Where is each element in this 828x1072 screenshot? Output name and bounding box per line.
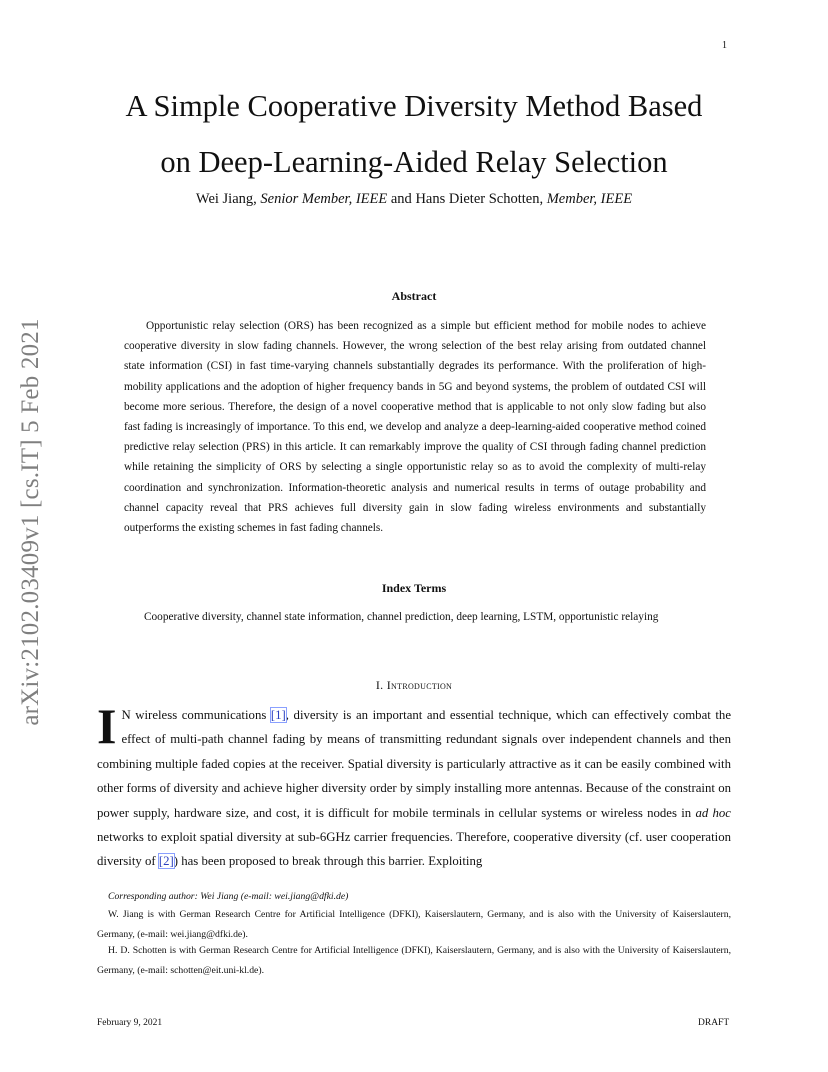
footnote-jiang: W. Jiang is with German Research Centre for Artificial Intelligence (DFKI), Kaiserslautern, Germany, and is also with the University of Kaiserslautern, Germany, (e-mail: wei.jiang@dfki.de). [97,909,731,940]
intro-text-3: networks to exploit spatial diversity at sub-6GHz carrier frequencies. Therefore, cooperative diversity (cf. user cooperation diversity of [97,830,731,869]
author-name-2: Hans Dieter Schotten, [415,191,544,207]
intro-text-4: ) has been proposed to break through this barrier. Exploiting [173,854,483,869]
section-number: I. [375,678,384,692]
author-name-1: Wei Jiang, [195,191,257,207]
index-terms-text: Cooperative diversity, channel state information, channel prediction, deep learning, LSTM, opportunistic relaying [144,611,659,623]
author-and: and [390,191,412,207]
section-heading [60,678,768,693]
intro-paragraph [97,698,731,874]
title-line-1: A Simple Cooperative Diversity Method Based [125,89,703,123]
section-title: Introduction [386,678,453,692]
drop-cap: I [97,698,117,754]
intro-text-2: , diversity is an important and essential technique, which can effectively combat the effect of multi-path channel fading by means of transmitting redundant signals over independent channels and then combining multiple faded copies at the receiver. Spatial diversity is particularly attractive as it can be easily combined with other forms of diversity and achieve higher diversity order by simply installing more antennas. Because of the constraint on power supply, hardware size, and cost, it is difficult for mobile terminals in cellular systems or wireless nodes in [97,708,731,820]
intro-text-1: N wireless communications [121,708,271,722]
intro-italic: ad hoc [695,805,731,820]
footnote-corresponding: Corresponding author: Wei Jiang (e-mail: wei.jiang@dfki.de) [108,891,349,902]
index-terms-heading: Index Terms [381,581,447,595]
footer-draft: DRAFT [698,1018,730,1028]
paper-title [60,78,768,190]
abstract-text: Opportunistic relay selection (ORS) has been recognized as a simple but efficient method for mobile nodes to achieve cooperative diversity in slow fading channels. However, the wrong selection of the best relay arising from outdated channel state information (CSI) in fast time-varying channels substantially degrades its performance. With the proliferation of high-mobility applications and the adoption of higher frequency bands in 5G and beyond systems, the problem of outdated CSI will become more serious. Therefore, the design of a novel cooperative method that is applicable to not only slow fading but also fast fading is increasingly of importance. To this end, we develop and analyze a deep-learning-aided cooperative method coined predictive relay selection (PRS) in this article. It can remarkably improve the quality of CSI through fading channel prediction while retaining the simplicity of ORS by selecting a single opportunistic relay so as to avoid the complexity of multi-relay coordination and synchronization. Information-theoretic analysis and numerical results in terms of outage probability and channel capacity reveal that PRS achieves full diversity gain in slow fading wireless environments and substantially outperforms the existing schemes in fast fading channels. [124,320,706,535]
title-line-2: on Deep-Learning-Aided Relay Selection [160,145,668,179]
citation-link-2[interactable]: [2] [158,854,174,869]
abstract-heading: Abstract [391,289,437,303]
arxiv-stamp-text: arXiv:2102.03409v1 [cs.IT] 5 Feb 2021 [17,318,44,726]
author-role-1: Senior Member, IEEE [260,191,388,207]
page-number: 1 [722,40,727,51]
footnote-schotten: H. D. Schotten is with German Research Centre for Artificial Intelligence (DFKI), Kaiserslautern, Germany, and is also with the University of Kaiserslautern, Germany, (e-mail: schotten@eit.uni-kl.de). [97,945,731,976]
author-line [60,191,768,208]
arxiv-stamp [14,302,48,742]
footer-date: February 9, 2021 [97,1018,163,1028]
citation-link-1[interactable]: [1] [270,708,286,722]
author-role-2: Member, IEEE [546,191,633,207]
